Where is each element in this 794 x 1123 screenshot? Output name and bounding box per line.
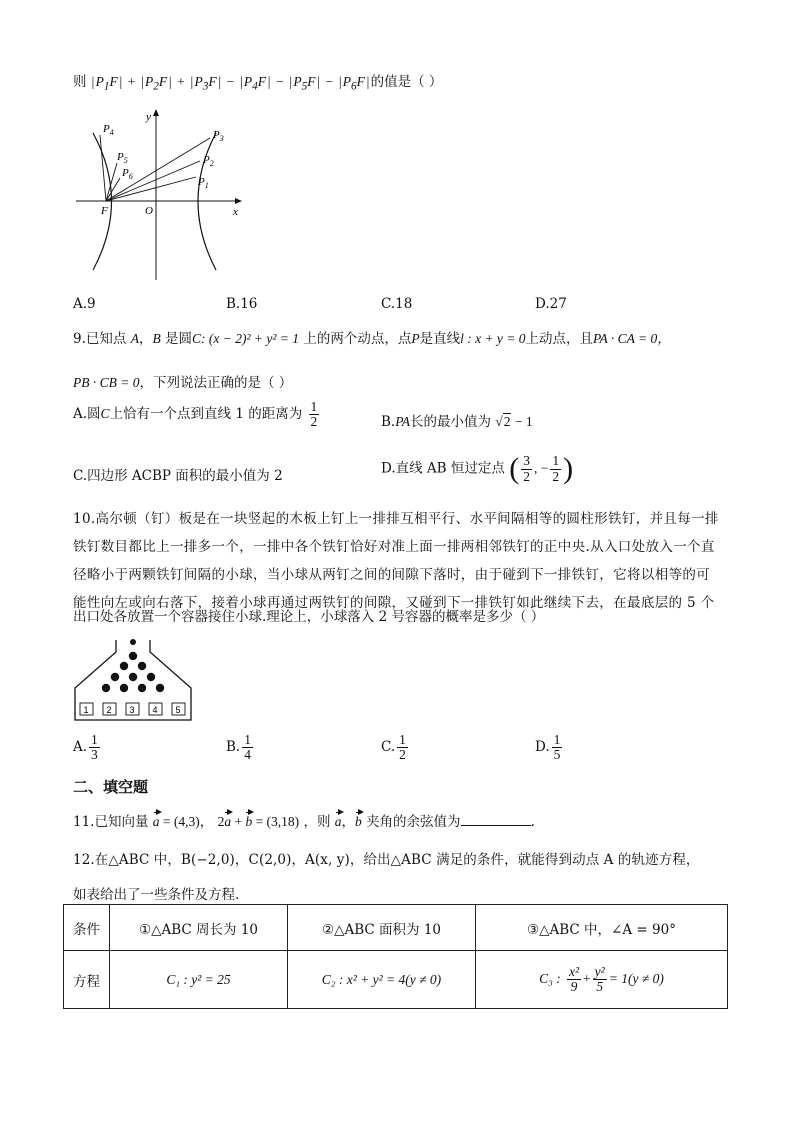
q9-option-a-circle: C: [100, 406, 110, 422]
q9-point-p: P: [411, 331, 420, 346]
q9-text-3: 上的两个动点，点: [303, 331, 412, 347]
q11-period: .: [530, 814, 535, 830]
peg: [111, 673, 119, 681]
peg: [120, 684, 128, 692]
q9-option-b-text: 长的最小值为: [409, 414, 491, 430]
minus-one: − 1: [511, 414, 533, 429]
peg: [138, 684, 146, 692]
q12-line-1: 12.在△ABC 中，B(−2,0)，C(2,0)，A(x, y)，给出△ABC 满足的条件，就能得到动点 A 的轨迹方程，: [73, 852, 700, 868]
label-o: O: [145, 205, 153, 217]
container-label-4: 4: [152, 705, 158, 715]
q8-stem: [73, 70, 442, 93]
q10-option-a: [73, 733, 102, 762]
q9-condition-2: PB · CB = 0: [73, 375, 140, 390]
q8-option-b: B.16: [226, 296, 258, 312]
frac-num: y²: [594, 963, 605, 979]
label-x: x: [233, 206, 238, 218]
q11-text-2: ，则: [303, 814, 331, 830]
label-f: F: [101, 205, 108, 217]
q9-circle-name: C: [191, 331, 201, 346]
q9-option-b-label: B.: [381, 414, 396, 430]
q9-text-6: ，下列说法正确的是（ ）: [139, 375, 293, 391]
q9-option-d-frac2: [550, 454, 561, 483]
q9-option-b-value: √2 − 1: [495, 414, 533, 429]
condition-2: ②△ABC 面积为 10: [288, 905, 476, 951]
q10-line-5: 出口处各放置一个容器接住小球.理论上，小球落入 2 号容器的概率是多少（ ）: [73, 609, 545, 625]
container-label-3: 3: [129, 705, 135, 715]
q9-text-4: 是直线: [419, 331, 461, 347]
q9-option-a: [73, 400, 321, 429]
equation-2: C₂ : x² + y² = 4(y ≠ 0): [288, 951, 476, 1009]
q9-option-a-label: A.圆: [73, 406, 101, 423]
q9-text-2: 是圆: [164, 331, 192, 347]
q9-option-d-frac1: [521, 454, 532, 483]
q11-vector-a-eq: a = (4,3)，: [152, 814, 214, 829]
frac-num: 1: [310, 399, 318, 414]
q10-line-2: 铁钉数目都比上一排多一个，一排中各个铁钉恰好对准上面一排两相邻铁钉的正中央.从入口处放入一个直: [73, 539, 715, 555]
peg: [129, 673, 137, 681]
answer-blank[interactable]: [461, 813, 531, 826]
container-label-2: 2: [106, 705, 112, 715]
label-p5: $P_5$: [117, 151, 128, 165]
q8-prefix: 则: [73, 74, 87, 90]
hyperbola-figure: [70, 105, 250, 285]
peg: [138, 662, 146, 670]
header-equation: 方程: [64, 951, 110, 1009]
frac-den: 3: [91, 747, 98, 763]
q8-suffix: 的值是（ ）: [370, 74, 443, 90]
eq3-plus: +: [583, 971, 591, 986]
galton-board-figure: [73, 636, 193, 722]
frac-num: 1: [399, 732, 406, 747]
ball: [130, 639, 136, 645]
q9-line-eq: l : x + y = 0: [460, 331, 526, 346]
frac-den: 5: [553, 747, 561, 763]
q10-line-1: 10.高尔顿（钉）板是在一块竖起的木板上钉上一排排互相平行、水平间隔相等的圆柱形铁钉，并且每一排: [73, 511, 719, 527]
option-label: D.: [535, 739, 550, 756]
q9-option-d-text: D.直线 AB 恒过定点: [381, 460, 505, 477]
q9-stem-line2: [73, 371, 292, 391]
q12-line-2: 如表给出了一些条件及方程.: [73, 887, 240, 903]
frac-den: 9: [570, 979, 578, 994]
q9-point-b: B: [152, 331, 161, 346]
q10-option-b: [226, 733, 255, 762]
table-row: [64, 951, 728, 1009]
q10-line-3: 径略小于两颗铁钉间隔的小球，当小球从两钉之间的间隙下落时，由于碰到下一排铁钉，它将以相等的可: [73, 567, 711, 583]
q9-text-1: 9.已知点: [73, 331, 127, 347]
frac-num: 1: [552, 453, 560, 469]
label-p2: $P_2$: [203, 154, 214, 168]
frac-den: 2: [552, 468, 560, 484]
q9-circle-eq: : (x − 2)² + y² = 1: [201, 331, 300, 346]
frac-num: 3: [523, 453, 530, 469]
q9-option-a-text: 上恰有一个点到直线 1 的距离为: [109, 406, 303, 423]
frac-num: 1: [553, 732, 561, 747]
eq3-frac-y: [593, 965, 607, 994]
equation-3: [476, 951, 728, 1009]
q9-condition-1: PA · CA = 0，: [593, 331, 671, 346]
peg: [129, 652, 137, 660]
q9-option-c: C.四边形 ACBP 面积的最小值为 2: [73, 468, 283, 484]
q9-text-5: 上动点，且: [525, 331, 594, 347]
peg: [147, 673, 155, 681]
q11-stem: [73, 810, 535, 830]
label-p3: $P_3$: [213, 129, 224, 143]
frac-num: 1: [244, 732, 251, 747]
option-label: C.: [381, 739, 396, 756]
option-fraction: [242, 733, 253, 762]
q9-option-b: [381, 410, 533, 430]
container-label-1: 1: [83, 705, 89, 715]
peg: [120, 662, 128, 670]
q9-stem-line1: [73, 327, 671, 347]
table-row: [64, 905, 728, 951]
section-heading-fill-in: 二、填空题: [73, 778, 149, 796]
segment-fp1: [106, 177, 196, 201]
eq3-prefix: C₃ :: [539, 971, 561, 986]
peg: [102, 684, 110, 692]
q11-text-3: 夹角的余弦值为: [366, 814, 461, 830]
eq3-frac-x: [567, 965, 581, 994]
frac-den: 4: [244, 747, 251, 763]
q8-option-c: C.18: [381, 296, 413, 312]
paren-left: (: [509, 452, 520, 485]
q9-comma: ，: [138, 331, 153, 347]
frac-den: 2: [310, 414, 318, 430]
option-fraction: [552, 733, 563, 762]
q8-option-a: A.9: [73, 296, 96, 312]
q11-text-1: 11.已知向量: [73, 814, 149, 830]
q9-option-a-fraction: [309, 400, 320, 429]
condition-1: ①△ABC 周长为 10: [110, 905, 288, 951]
label-p6: $P_6$: [122, 167, 133, 181]
container-label-5: 5: [175, 705, 181, 715]
option-fraction: [89, 733, 100, 762]
frac-den: 5: [596, 979, 604, 994]
label-p1: $P_1$: [198, 176, 209, 190]
q10-option-d: [535, 733, 564, 762]
label-p4: $P_4$: [103, 123, 114, 137]
frac-num: x²: [569, 963, 580, 979]
q9-point-a: A: [130, 331, 139, 346]
comma-minus: , −: [533, 460, 549, 476]
q11-vector-sum-eq: 2a + b = (3,18): [217, 814, 300, 829]
option-label: B.: [226, 739, 241, 756]
sqrt-radicand: 2: [503, 414, 511, 429]
frac-den: 2: [399, 747, 406, 763]
q11-vectors: a，b: [334, 814, 362, 829]
q9-option-d: [381, 452, 573, 486]
frac-den: 2: [523, 468, 530, 484]
frac-num: 1: [91, 732, 98, 747]
conditions-table: [63, 904, 728, 1009]
paren-right: ): [563, 452, 574, 485]
segment-fp4: [100, 135, 106, 201]
eq3-tail: = 1(y ≠ 0): [608, 971, 664, 986]
q8-option-d: D.27: [535, 296, 567, 312]
peg: [156, 684, 164, 692]
segment-fp2: [106, 161, 200, 201]
label-y: y: [146, 111, 151, 123]
option-fraction: [397, 733, 408, 762]
q10-line-4: 能性向左或向右落下，接着小球再通过两铁钉的间隙，又碰到下一排铁钉如此继续下去，在最底层的 5 个: [73, 595, 715, 611]
q10-option-c: [381, 733, 410, 762]
condition-3: ③△ABC 中，∠A = 90°: [476, 905, 728, 951]
q8-expression: $|P_1F| + |P_2F| + |P_3F| - |P_4F| - |P_5F| - |P_6F|$: [90, 74, 370, 93]
x-axis-arrow: [235, 198, 242, 204]
q9-option-b-pa: PA: [395, 414, 410, 429]
y-axis-arrow: [153, 109, 159, 116]
header-condition: 条件: [64, 905, 110, 951]
option-label: A.: [73, 739, 88, 756]
equation-1: C₁ : y² = 25: [110, 951, 288, 1009]
